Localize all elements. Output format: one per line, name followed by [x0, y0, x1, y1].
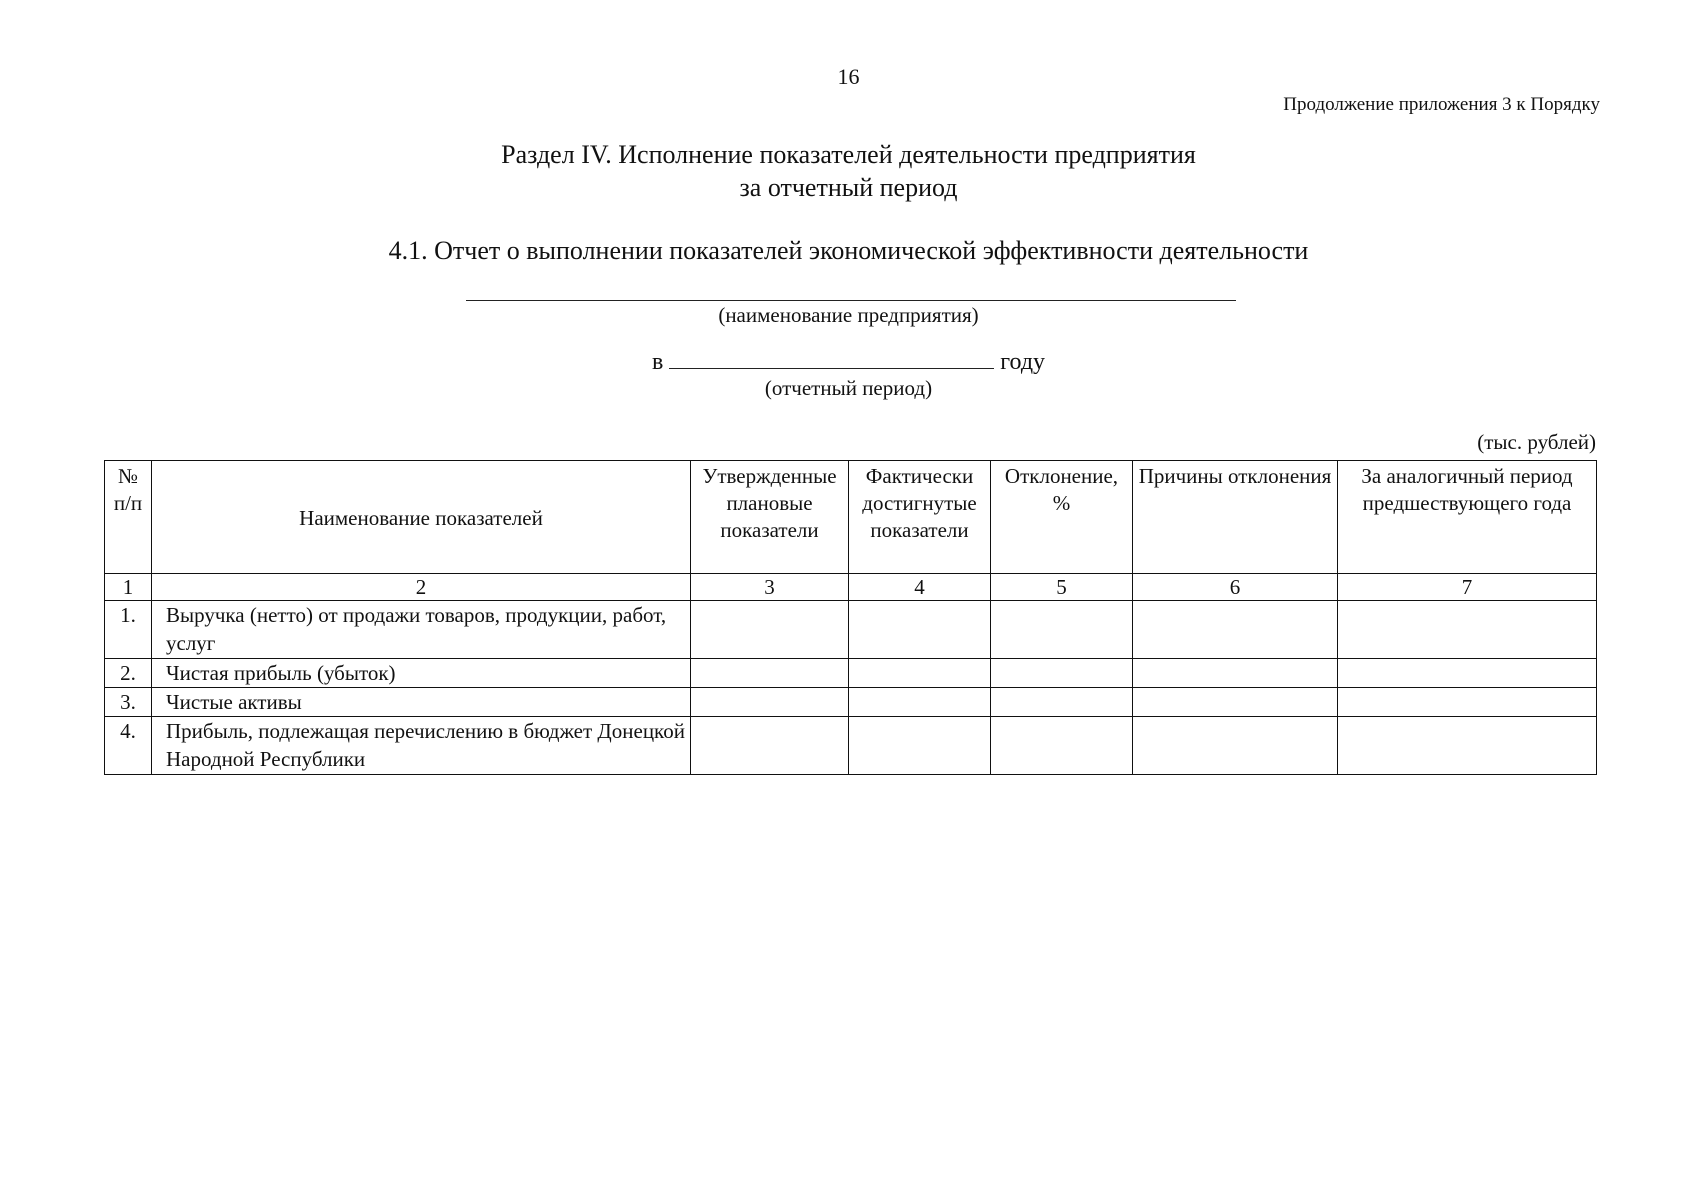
actual-cell[interactable] [849, 659, 991, 688]
indicator-name: Чистые активы [152, 688, 691, 717]
indicators-table [104, 460, 1597, 775]
column-number: 2 [152, 574, 691, 601]
table-row [105, 688, 1597, 717]
column-number: 5 [991, 574, 1133, 601]
table-row [105, 659, 1597, 688]
planned-cell[interactable] [691, 659, 849, 688]
row-number: 1. [105, 601, 152, 659]
planned-cell[interactable] [691, 717, 849, 775]
reasons-cell[interactable] [1133, 717, 1338, 775]
period-caption: (отчетный период) [764, 376, 933, 400]
column-number: 4 [849, 574, 991, 601]
page-number: 16 [837, 64, 860, 89]
column-number: 1 [105, 574, 152, 601]
row-number: 3. [105, 688, 152, 717]
previous-year-cell[interactable] [1338, 717, 1597, 775]
section-title-line-2: за отчетный период [739, 173, 958, 202]
units-note: (тыс. рублей) [1477, 430, 1596, 454]
indicator-name: Прибыль, подлежащая перечислению в бюджет Донецкой Народной Республики [152, 717, 691, 775]
table-header-row [105, 461, 1597, 574]
indicator-name: Чистая прибыль (убыток) [152, 659, 691, 688]
appendix-note: Продолжение приложения 3 к Порядку [1283, 94, 1600, 115]
header-previous-year: За аналогичный период предшествующего года [1338, 461, 1597, 574]
planned-cell[interactable] [691, 688, 849, 717]
period-row [0, 344, 1697, 376]
previous-year-cell[interactable] [1338, 688, 1597, 717]
reasons-cell[interactable] [1133, 688, 1338, 717]
row-number: 4. [105, 717, 152, 775]
section-title [0, 138, 1697, 204]
column-number: 7 [1338, 574, 1597, 601]
period-suffix: году [1000, 349, 1046, 375]
actual-cell[interactable] [849, 688, 991, 717]
header-reasons: Причины отклонения [1133, 461, 1338, 574]
table-row [105, 601, 1597, 659]
actual-cell[interactable] [849, 717, 991, 775]
header-actual: Фактически достигнутые показатели [849, 461, 991, 574]
enterprise-name-field[interactable] [466, 300, 1236, 301]
enterprise-caption: (наименование предприятия) [718, 303, 979, 327]
planned-cell[interactable] [691, 601, 849, 659]
row-number: 2. [105, 659, 152, 688]
header-planned: Утвержденные плановые показатели [691, 461, 849, 574]
deviation-cell[interactable] [991, 659, 1133, 688]
header-deviation: Отклонение, % [991, 461, 1133, 574]
deviation-cell[interactable] [991, 688, 1133, 717]
header-row-number: № п/п [105, 461, 152, 574]
header-indicator-name: Наименование показателей [152, 461, 691, 574]
section-title-line-1: Раздел IV. Исполнение показателей деятельности предприятия [501, 140, 1196, 169]
period-field[interactable] [669, 344, 994, 369]
actual-cell[interactable] [849, 601, 991, 659]
deviation-cell[interactable] [991, 717, 1133, 775]
deviation-cell[interactable] [991, 601, 1133, 659]
report-title: 4.1. Отчет о выполнении показателей экономической эффективности деятельности [388, 236, 1309, 265]
column-number: 6 [1133, 574, 1338, 601]
table-row [105, 717, 1597, 775]
indicator-name: Выручка (нетто) от продажи товаров, продукции, работ, услуг [152, 601, 691, 659]
column-number: 3 [691, 574, 849, 601]
reasons-cell[interactable] [1133, 659, 1338, 688]
period-prefix: в [651, 349, 664, 375]
previous-year-cell[interactable] [1338, 659, 1597, 688]
reasons-cell[interactable] [1133, 601, 1338, 659]
column-number-row [105, 574, 1597, 601]
previous-year-cell[interactable] [1338, 601, 1597, 659]
